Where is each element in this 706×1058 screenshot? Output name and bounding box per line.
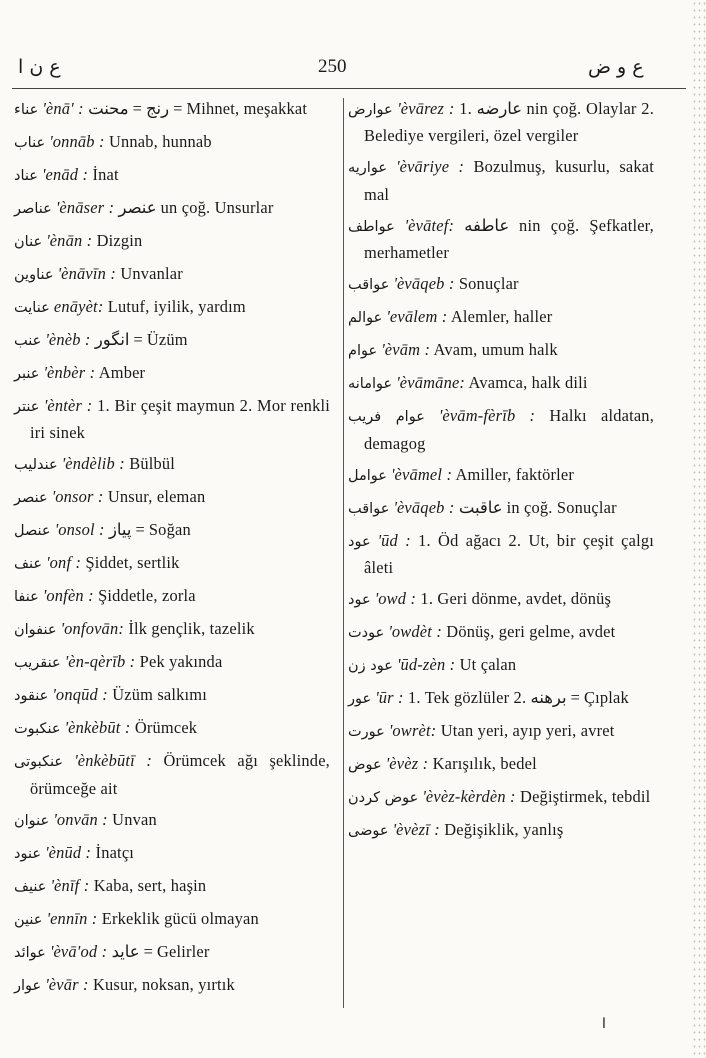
- dictionary-entry: [14, 715, 330, 742]
- entry-transliteration: 'onfèn :: [42, 586, 94, 606]
- dictionary-entry: [14, 327, 330, 354]
- entry-definition: Halkı aldatan, demagog: [364, 406, 654, 453]
- dictionary-entry: [348, 271, 654, 298]
- left-column: [14, 96, 330, 1005]
- entry-definition: 1. Öd ağacı 2. Ut, bir çeşit çalgı âleti: [364, 530, 654, 578]
- entry-definition: انگور = Üzüm: [94, 330, 188, 349]
- entry-definition: Örümcek: [134, 718, 198, 738]
- entry-arabic-headword: عود: [348, 533, 371, 550]
- dictionary-entry: [348, 403, 654, 456]
- entry-transliteration: 'onqūd :: [52, 685, 108, 705]
- dictionary-entry: [348, 495, 654, 522]
- entry-definition: İlk gençlik, tazelik: [128, 619, 255, 639]
- entry-arabic-headword: عودت: [348, 625, 385, 642]
- entry-transliteration: 'onf :: [46, 553, 82, 573]
- entry-arabic-headword: عوالم: [348, 310, 383, 327]
- entry-definition: Avamca, halk dili: [468, 373, 588, 393]
- entry-transliteration: 'èvār :: [45, 974, 89, 994]
- entry-definition: 1. Geri dönme, avdet, dönüş: [420, 589, 612, 609]
- entry-arabic-headword: عوض كردن: [348, 790, 419, 807]
- dictionary-entry: [348, 213, 654, 266]
- dictionary-entry: [348, 586, 654, 613]
- dictionary-entry: [348, 370, 654, 397]
- entry-definition: Kaba, sert, haşin: [93, 875, 207, 895]
- entry-transliteration: enāyèt:: [53, 297, 104, 316]
- entry-arabic-headword: عود زن: [348, 658, 393, 675]
- entry-transliteration: 'èvèz :: [385, 754, 429, 774]
- entry-arabic-headword: عنود: [14, 845, 41, 862]
- entry-arabic-headword: عوار: [14, 977, 42, 994]
- entry-transliteration: 'enād :: [42, 165, 89, 184]
- entry-arabic-headword: عواقب: [348, 500, 390, 517]
- entry-definition: Sonuçlar: [458, 274, 519, 294]
- entry-arabic-headword: عورت: [348, 724, 385, 741]
- entry-transliteration: 'èvāqeb :: [393, 274, 455, 294]
- dictionary-entry: [14, 583, 330, 610]
- entry-transliteration: 'èvāmāne:: [396, 373, 466, 393]
- dictionary-entry: [14, 162, 330, 189]
- entry-arabic-headword: عوض: [348, 757, 382, 774]
- entry-transliteration: 'ennīn :: [46, 908, 98, 928]
- entry-arabic-headword: عندليب: [14, 457, 58, 474]
- entry-arabic-headword: عنفا: [14, 589, 39, 606]
- dictionary-entry: [14, 294, 330, 321]
- entry-definition: Unvan: [112, 809, 157, 829]
- dictionary-entry: [14, 129, 330, 156]
- entry-definition: Bülbül: [129, 454, 176, 474]
- entry-arabic-headword: عود: [348, 592, 371, 609]
- entry-arabic-headword: عنايت: [14, 300, 50, 316]
- entry-transliteration: 'èn-qèrīb :: [64, 652, 136, 672]
- entry-definition: Dönüş, geri gelme, avdet: [446, 622, 616, 642]
- entry-transliteration: 'onsor :: [51, 487, 104, 507]
- entry-definition: Pek yakında: [139, 652, 223, 672]
- dictionary-entry: [348, 652, 654, 679]
- dictionary-entry: [14, 96, 330, 123]
- page-number: 250: [318, 56, 347, 77]
- entry-arabic-headword: عوام فريب: [348, 409, 425, 426]
- entry-transliteration: 'onfovān:: [60, 619, 125, 639]
- header-right-letters: ع و ض: [588, 56, 644, 78]
- page-edge-texture: [692, 0, 706, 1058]
- entry-definition: عاقبت in çoğ. Sonuçlar: [458, 497, 617, 517]
- entry-transliteration: 'ūd :: [377, 530, 411, 550]
- entry-definition: İnat: [92, 165, 119, 184]
- entry-transliteration: 'èvātef:: [404, 215, 455, 235]
- entry-arabic-headword: عوام: [348, 343, 378, 360]
- dictionary-entry: [14, 840, 330, 867]
- entry-transliteration: 'ūr :: [375, 688, 404, 708]
- dictionary-entry: [14, 484, 330, 511]
- entry-arabic-headword: عنقريب: [14, 655, 61, 672]
- dictionary-entry: [14, 807, 330, 834]
- dictionary-entry: [14, 451, 330, 478]
- entry-transliteration: 'èvèz-kèrdèn :: [422, 787, 516, 807]
- entry-arabic-headword: عناء: [14, 102, 39, 118]
- entry-definition: Üzüm salkımı: [112, 685, 208, 705]
- entry-transliteration: 'ènèb :: [45, 330, 91, 349]
- entry-arabic-headword: عوائد: [14, 944, 46, 961]
- entry-definition: عايد = Gelirler: [111, 941, 210, 961]
- entry-definition: 1. Bir çeşit maymun 2. Mor renkli iri sinek: [30, 396, 330, 443]
- entry-transliteration: 'owrèt:: [388, 721, 437, 741]
- entry-definition: Kusur, noksan, yırtık: [93, 974, 235, 994]
- dictionary-entry: [14, 360, 330, 387]
- entry-definition: Lutuf, iyilik, yardım: [107, 297, 246, 316]
- dictionary-entry: [348, 337, 654, 364]
- entry-transliteration: 'onvān :: [53, 809, 108, 829]
- page-header: [0, 56, 706, 86]
- entry-arabic-headword: عوامل: [348, 467, 387, 484]
- entry-definition: رنج = محنت = Mihnet, meşakkat: [88, 99, 308, 118]
- dictionary-entry: [14, 228, 330, 255]
- entry-transliteration: 'èvām-fèrīb :: [438, 406, 536, 426]
- entry-definition: Erkeklik gücü olmayan: [101, 908, 259, 928]
- entry-definition: Örümcek ağı şeklinde, örümceğe ait: [30, 751, 330, 798]
- entry-arabic-headword: عنوان: [14, 812, 50, 829]
- dictionary-entry: [14, 517, 330, 544]
- entry-transliteration: 'èvā'od :: [49, 941, 108, 961]
- entry-definition: Utan yeri, ayıp yeri, avret: [440, 721, 615, 741]
- entry-transliteration: 'ènīf :: [50, 875, 90, 895]
- entry-arabic-headword: عناد: [14, 168, 38, 184]
- entry-arabic-headword: عنين: [14, 911, 43, 928]
- dictionary-entry: [348, 528, 654, 581]
- entry-transliteration: 'onnāb :: [49, 132, 105, 151]
- entry-transliteration: 'èvèzī :: [392, 820, 440, 840]
- entry-transliteration: 'èvāmel :: [391, 464, 453, 484]
- entry-arabic-headword: عواطف: [348, 218, 395, 235]
- entry-transliteration: 'ènkèbūtī :: [74, 751, 153, 771]
- dictionary-entry: [348, 784, 654, 811]
- entry-definition: عاطفه nin çoğ. Şefkatler, merhametler: [364, 215, 654, 263]
- entry-transliteration: 'ènkèbūt :: [64, 718, 131, 738]
- entry-definition: Unnab, hunnab: [108, 132, 212, 151]
- dictionary-entry: [348, 751, 654, 778]
- entry-transliteration: 'ūd-zèn :: [396, 655, 456, 675]
- dictionary-entry: [348, 462, 654, 489]
- column-divider: [343, 98, 344, 1008]
- dictionary-entry: [348, 154, 654, 207]
- entry-arabic-headword: عنان: [14, 234, 43, 250]
- entry-definition: پیاز = Soğan: [109, 520, 191, 540]
- entry-arabic-headword: عوضى: [348, 823, 389, 840]
- entry-transliteration: 'ènāser :: [55, 198, 115, 217]
- entry-definition: Ut çalan: [459, 655, 517, 675]
- entry-arabic-headword: عنتر: [14, 399, 40, 415]
- entry-definition: Avam, umum halk: [433, 340, 558, 360]
- entry-transliteration: 'onsol :: [54, 520, 105, 540]
- entry-transliteration: 'èvām :: [381, 340, 431, 360]
- entry-arabic-headword: عناصر: [14, 201, 52, 217]
- entry-arabic-headword: عنصل: [14, 523, 51, 540]
- dictionary-entry: [14, 939, 330, 966]
- entry-arabic-headword: عنيف: [14, 878, 47, 895]
- entry-transliteration: 'ènāvīn :: [57, 264, 116, 283]
- entry-definition: عنصر un çoğ. Unsurlar: [118, 198, 274, 217]
- footer-mark: ا: [602, 1016, 606, 1032]
- dictionary-entry: [348, 96, 654, 149]
- dictionary-entry: [348, 685, 654, 712]
- entry-arabic-headword: عوامانه: [348, 376, 393, 393]
- entry-arabic-headword: عواقب: [348, 277, 390, 294]
- entry-definition: Amber: [98, 363, 146, 382]
- entry-transliteration: 'èvārez :: [397, 99, 455, 118]
- entry-arabic-headword: عنقود: [14, 688, 49, 705]
- entry-arabic-headword: عنفوان: [14, 622, 57, 639]
- entry-arabic-headword: عنكبوت: [14, 721, 61, 738]
- entry-definition: Amiller, faktörler: [455, 464, 575, 484]
- dictionary-entry: [14, 649, 330, 676]
- entry-transliteration: 'èvāqeb :: [393, 497, 455, 517]
- dictionary-entry: [14, 616, 330, 643]
- dictionary-entry: [14, 261, 330, 288]
- dictionary-entry: [14, 682, 330, 709]
- dictionary-entry: [348, 304, 654, 331]
- entry-definition: Değişiklik, yanlış: [444, 820, 564, 840]
- entry-transliteration: 'owdèt :: [388, 622, 442, 642]
- entry-transliteration: 'ènān :: [46, 231, 93, 250]
- dictionary-entry: [348, 619, 654, 646]
- dictionary-entry: [14, 195, 330, 222]
- entry-definition: Alemler, haller: [450, 307, 553, 327]
- entry-definition: Unvanlar: [120, 264, 183, 283]
- entry-definition: Unsur, eleman: [107, 487, 206, 507]
- entry-arabic-headword: عواريه: [348, 160, 387, 177]
- entry-transliteration: 'evālem :: [386, 307, 448, 327]
- entry-arabic-headword: عناب: [14, 135, 46, 151]
- entry-arabic-headword: عنصر: [14, 490, 48, 507]
- entry-definition: Karışılık, bedel: [432, 754, 537, 774]
- entry-definition: Dizgin: [96, 231, 143, 250]
- entry-transliteration: 'ènā' :: [42, 99, 84, 118]
- entry-definition: 1. عارضه nin çoğ. Olaylar 2. Belediye vergileri, özel vergiler: [364, 99, 654, 146]
- dictionary-entry: [348, 718, 654, 745]
- header-left-letters: ع ن ا: [18, 56, 61, 78]
- entry-transliteration: 'èntèr :: [43, 396, 93, 415]
- entry-definition: Şiddetle, zorla: [98, 586, 196, 606]
- entry-transliteration: 'èvāriye :: [396, 157, 465, 177]
- entry-transliteration: 'èndèlib :: [61, 454, 125, 474]
- right-column: [348, 96, 654, 850]
- entry-definition: 1. Tek gözlüler 2. برهنه = Çıplak: [408, 688, 629, 708]
- entry-arabic-headword: عنب: [14, 333, 42, 349]
- dictionary-entry: [14, 393, 330, 446]
- entry-definition: Değiştirmek, tebdil: [520, 787, 651, 807]
- entry-arabic-headword: عنبر: [14, 366, 40, 382]
- entry-transliteration: 'owd :: [374, 589, 417, 609]
- entry-transliteration: 'ènbèr :: [43, 363, 96, 382]
- entry-definition: Şiddet, sertlik: [85, 553, 180, 573]
- dictionary-entry: [14, 550, 330, 577]
- entry-arabic-headword: عناوين: [14, 267, 54, 283]
- entry-arabic-headword: عور: [348, 691, 372, 708]
- entry-arabic-headword: عنكبوتى: [14, 754, 64, 771]
- entry-arabic-headword: عوارض: [348, 102, 393, 118]
- dictionary-entry: [14, 906, 330, 933]
- dictionary-entry: [348, 817, 654, 844]
- dictionary-entry: [14, 748, 330, 801]
- header-rule: [12, 88, 686, 89]
- entry-definition: İnatçı: [95, 842, 135, 862]
- entry-transliteration: 'ènūd :: [45, 842, 92, 862]
- entry-definition: Bozulmuş, kusurlu, sakat mal: [364, 157, 654, 204]
- dictionary-entry: [14, 972, 330, 999]
- dictionary-entry: [14, 873, 330, 900]
- entry-arabic-headword: عنف: [14, 556, 43, 573]
